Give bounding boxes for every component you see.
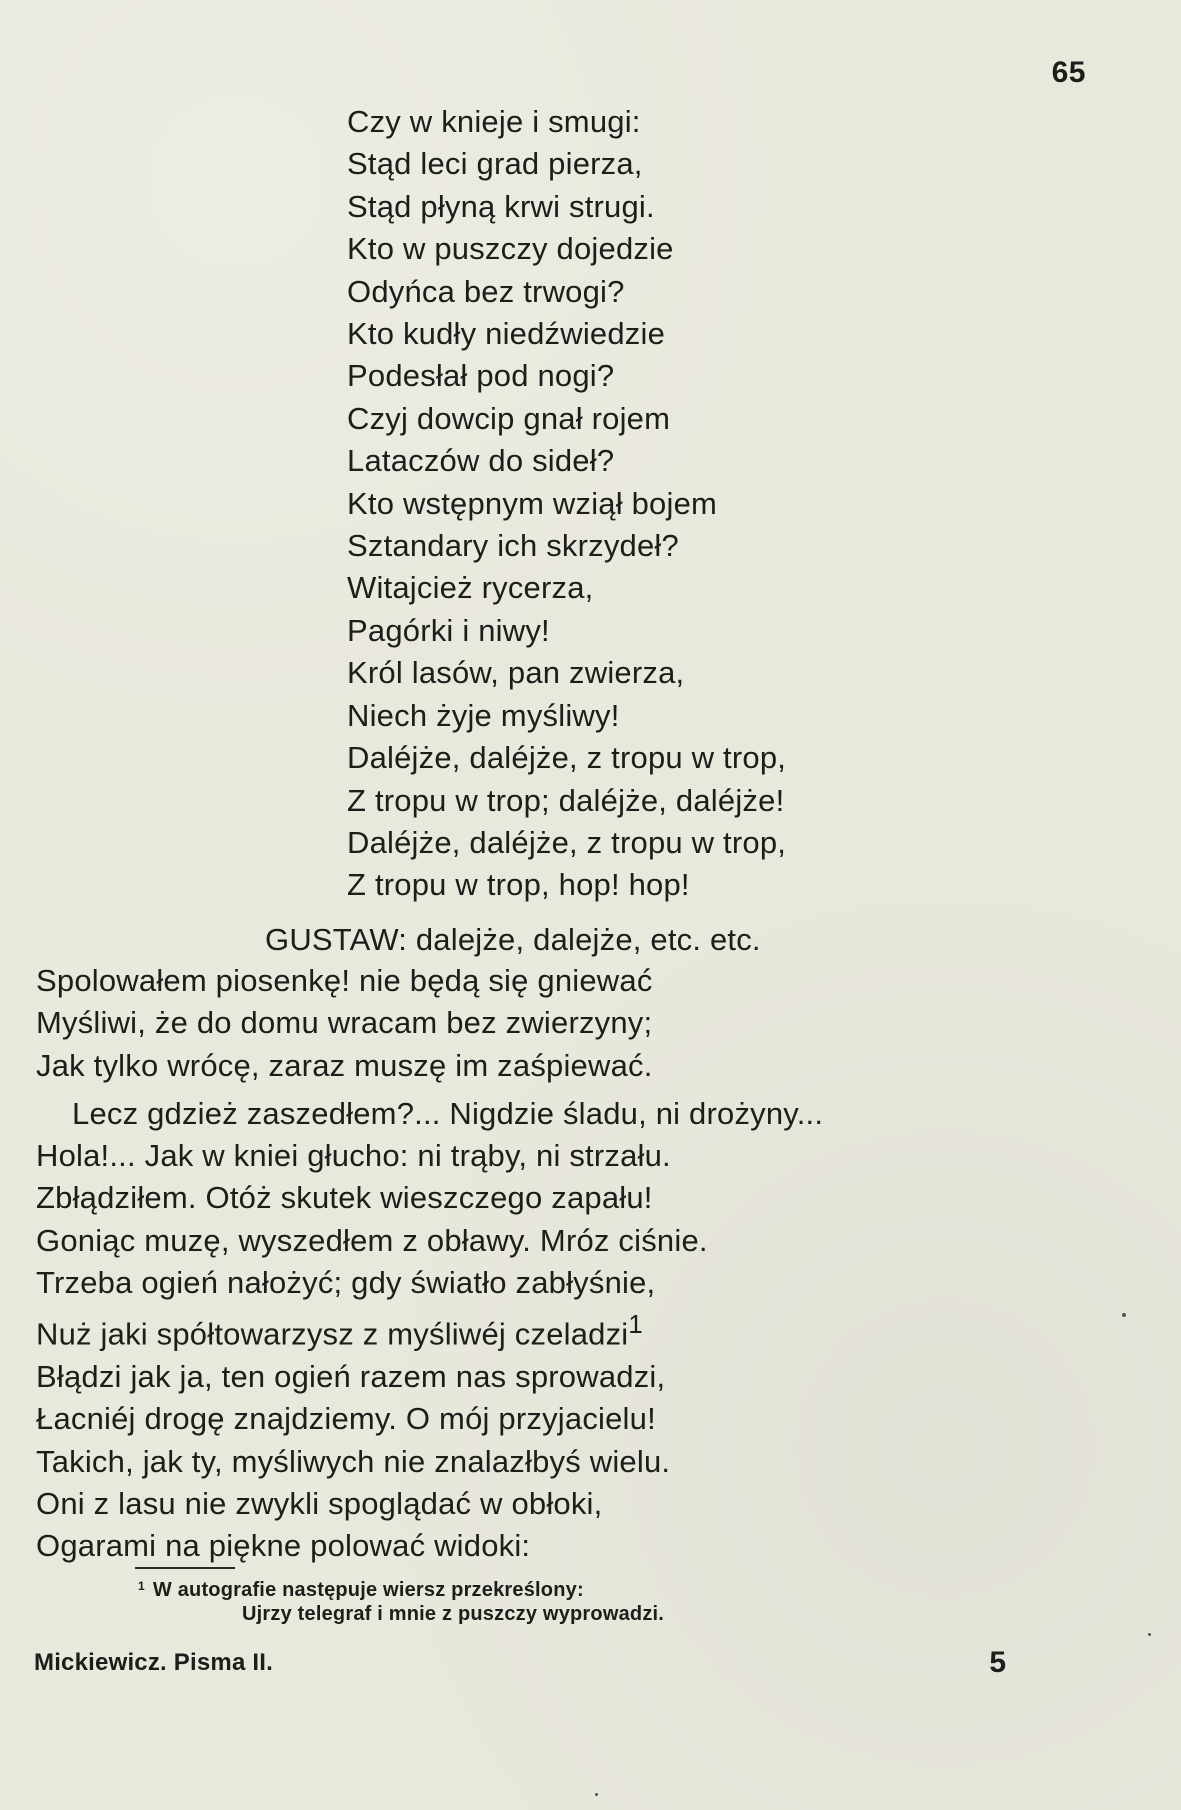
song-line-12: Witajcież rycerza, — [347, 570, 594, 606]
footnote-line-1-row — [138, 1578, 828, 1602]
song-line-2: Stąd leci grad pierza, — [347, 146, 643, 182]
verse-line-2: Myśliwi, że do domu wracam bez zwierzyny; — [36, 1005, 653, 1041]
footnote-reference: 1 — [628, 1311, 643, 1340]
speaker-line: GUSTAW: dalejże, dalejże, etc. etc. — [265, 922, 761, 957]
verse-line-8: Trzeba ogień nałożyć; gdy światło zabłyśnie, — [36, 1265, 656, 1301]
paper-speck — [1148, 1633, 1151, 1636]
song-line-16: Daléjże, daléjże, z tropu w trop, — [347, 740, 787, 776]
paper-speck — [1122, 1313, 1126, 1317]
verse-line-1: Spolowałem piosenkę! nie będą się gniewać — [36, 963, 653, 998]
song-line-6: Kto kudły niedźwiedzie — [347, 316, 666, 352]
song-line-4: Kto w puszczy dojedzie — [347, 231, 674, 267]
footnote-divider — [135, 1567, 235, 1569]
footnote-marker: 1 — [138, 1579, 145, 1593]
verse-line-6: Zbłądziłem. Otóż skutek wieszczego zapału! — [36, 1180, 653, 1216]
song-line-18: Daléjże, daléjże, z tropu w trop, — [347, 824, 787, 860]
song-line-13: Pagórki i niwy! — [347, 612, 550, 648]
verse-line-13: Oni z lasu nie zwykli spoglądać w obłoki, — [36, 1485, 603, 1521]
song-line-5: Odyńca bez trwogi? — [347, 273, 625, 309]
verse-line-5: Hola!... Jak w kniei głucho: ni trąby, ni strzału. — [36, 1138, 671, 1174]
footnote-line-1: W autografie następuje wiersz przekreślony: — [152, 1579, 584, 1601]
song-stanza — [347, 101, 907, 907]
verse-line-12: Takich, jak ty, myśliwych nie znalazłbyś wielu. — [36, 1443, 671, 1479]
verse-line-14: Ogarami na piękne polować widoki: — [36, 1528, 531, 1564]
song-line-9: Lataczów do sideł? — [347, 443, 615, 479]
song-line-3: Stąd płyną krwi strugi. — [347, 188, 655, 224]
footnote-block — [138, 1578, 828, 1626]
song-line-15: Niech żyje myśliwy! — [347, 697, 620, 733]
song-line-17: Z tropu w trop; daléjże, daléjże! — [347, 782, 785, 818]
verse-line-3: Jak tylko wrócę, zaraz muszę im zaśpiewać. — [36, 1047, 653, 1083]
verse-line-11: Łacniéj drogę znajdziemy. O mój przyjacielu! — [36, 1401, 656, 1437]
song-line-8: Czyj dowcip gnał rojem — [347, 400, 671, 436]
song-line-1: Czy w knieje i smugi: — [347, 104, 641, 139]
footer-signature-number: 5 — [989, 1646, 1006, 1679]
verse-line-9 — [36, 1304, 936, 1356]
footer-author-volume: Mickiewicz. Pisma II. — [34, 1649, 273, 1676]
song-line-14: Król lasów, pan zwierza, — [347, 655, 685, 691]
song-line-11: Sztandary ich skrzydeł? — [347, 528, 679, 564]
verse-line-4: Lecz gdzież zaszedłem?... Nigdzie śladu, ni drożyny... — [72, 1095, 824, 1131]
song-line-19: Z tropu w trop, hop! hop! — [347, 867, 690, 903]
verse-line-7: Goniąc muzę, wyszedłem z obławy. Mróz ciśnie. — [36, 1222, 708, 1258]
song-line-7: Podesłał pod nogi? — [347, 358, 615, 394]
song-line-10: Kto wstępnym wziął bojem — [347, 485, 718, 521]
page-number-top: 65 — [1051, 56, 1086, 89]
footnote-line-2: Ujrzy telegraf i mnie z puszczy wyprowadzi. — [242, 1603, 665, 1625]
verse-block — [36, 960, 936, 1567]
verse-line-9-text: Nuż jaki spółtowarzysz z myśliwéj czeladzi — [36, 1316, 629, 1352]
verse-line-10: Błądzi jak ja, ten ogień razem nas sprowadzi, — [36, 1359, 666, 1394]
paper-speck — [595, 1793, 598, 1796]
